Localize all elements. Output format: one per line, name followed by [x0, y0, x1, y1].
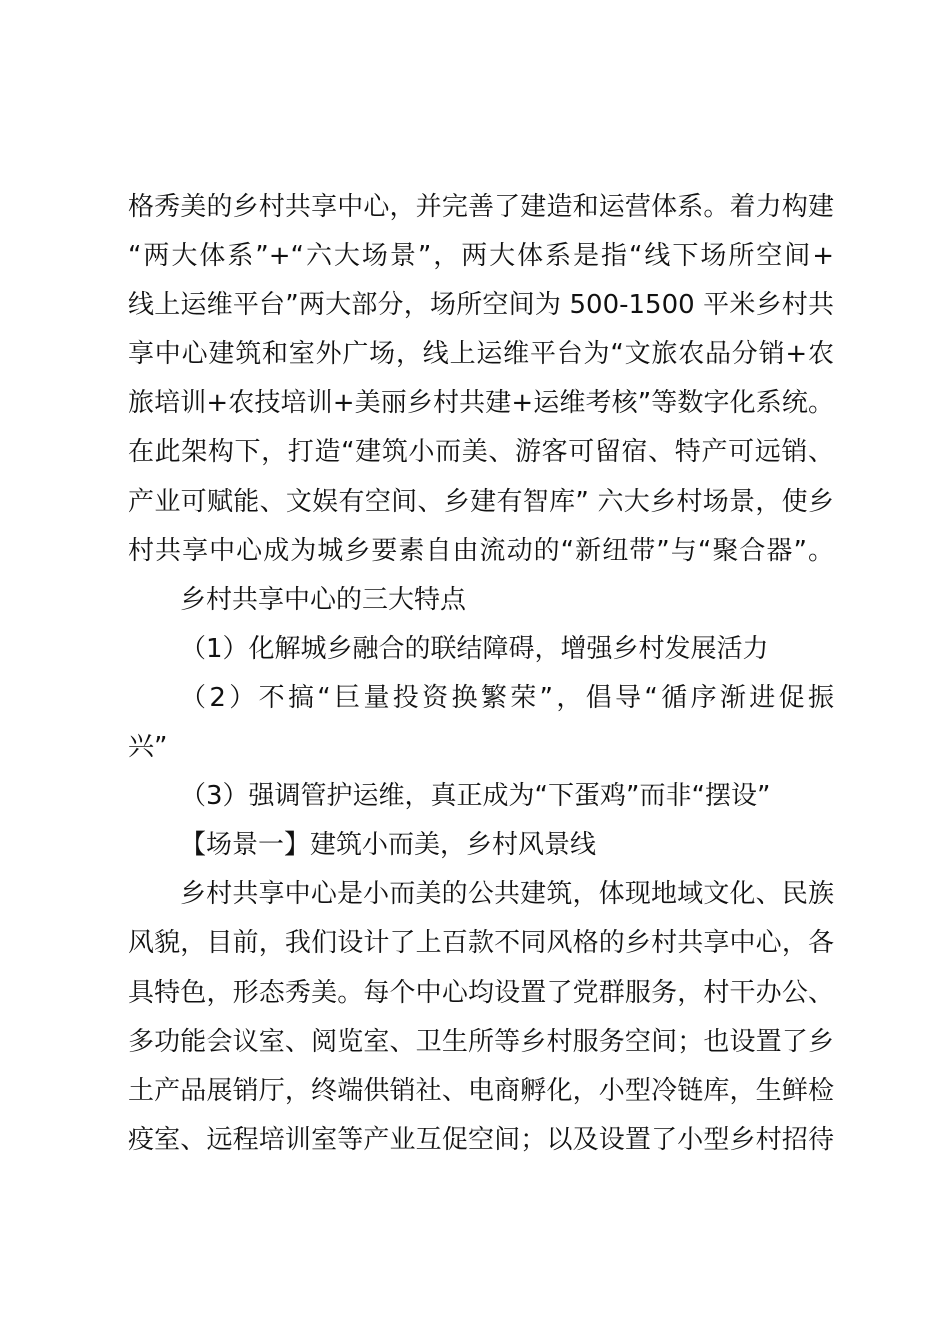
document-body	[128, 183, 834, 1165]
text-line: （2）不搞“巨量投资换繁荣”，倡导“循序渐进促振	[180, 682, 834, 713]
text-line: 疫室、远程培训室等产业互促空间；以及设置了小型乡村招待	[128, 1124, 834, 1155]
text-line: 土产品展销厅，终端供销社、电商孵化，小型冷链库，生鲜检	[128, 1075, 834, 1106]
text-line: 旅培训+农技培训+美丽乡村共建+运维考核”等数字化系统。	[128, 388, 834, 419]
text-line: 村共享中心成为城乡要素自由流动的“新纽带”与“聚合器”。	[128, 535, 834, 566]
text-line: 乡村共享中心的三大特点	[180, 584, 467, 615]
text-line: 多功能会议室、阅览室、卫生所等乡村服务空间；也设置了乡	[128, 1026, 834, 1057]
text-line: 风貌，目前，我们设计了上百款不同风格的乡村共享中心，各	[128, 928, 834, 959]
text-line: 具特色，形态秀美。每个中心均设置了党群服务，村干办公、	[128, 977, 834, 1008]
text-line: 在此架构下，打造“建筑小而美、游客可留宿、特产可远销、	[128, 437, 834, 468]
text-line: 【场景一】建筑小而美，乡村风景线	[180, 830, 597, 861]
text-line: （1）化解城乡融合的联结障碍，增强乡村发展活力	[180, 633, 769, 664]
text-line: 线上运维平台”两大部分，场所空间为 500-1500 平米乡村共	[128, 290, 834, 321]
text-line: 格秀美的乡村共享中心，并完善了建造和运营体系。着力构建	[128, 192, 834, 222]
text-line: 产业可赋能、文娱有空间、乡建有智库” 六大乡村场景，使乡	[128, 486, 834, 517]
text-line: 享中心建筑和室外广场，线上运维平台为“文旅农品分销+农	[128, 339, 834, 370]
text-line: “两大体系”+“六大场景”，两大体系是指“线下场所空间+	[128, 241, 834, 272]
text-line: （3）强调管护运维，真正成为“下蛋鸡”而非“摆设”	[180, 781, 771, 812]
text-line: 兴”	[128, 732, 168, 763]
text-line: 乡村共享中心是小而美的公共建筑，体现地域文化、民族	[180, 879, 834, 910]
